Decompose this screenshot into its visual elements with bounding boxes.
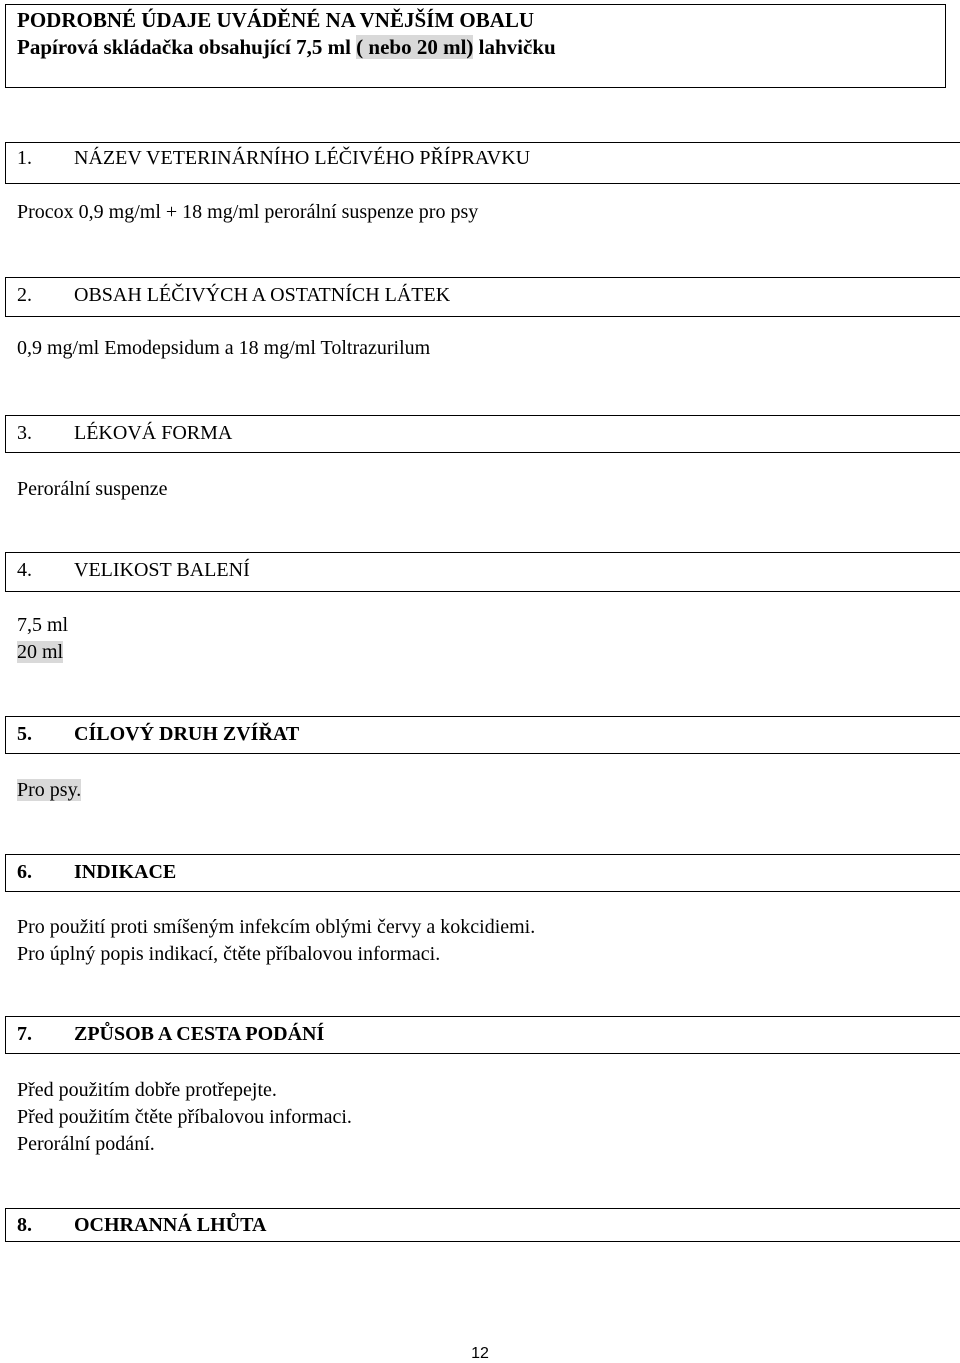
section-3-title: LÉKOVÁ FORMA [74, 422, 233, 444]
header-subtitle-post: lahvičku [473, 35, 556, 59]
section-3-line-1: Perorální suspenze [17, 478, 168, 500]
section-7-title: ZPŮSOB A CESTA PODÁNÍ [74, 1023, 325, 1045]
section-6-line-1: Pro použití proti smíšeným infekcím oblými červy a kokcidiemi. [17, 916, 536, 938]
section-5-title: CÍLOVÝ DRUH ZVÍŘAT [74, 723, 300, 745]
section-6-title: INDIKACE [74, 861, 177, 883]
section-4-title: VELIKOST BALENÍ [74, 559, 250, 581]
section-2-title: OBSAH LÉČIVÝCH A OSTATNÍCH LÁTEK [74, 284, 451, 306]
section-5-line-1 [17, 777, 81, 804]
section-7-line-1: Před použitím dobře protřepejte. [17, 1079, 277, 1101]
section-8-title: OCHRANNÁ LHŮTA [74, 1214, 267, 1236]
header-subtitle-highlight: ( nebo 20 ml) [356, 35, 474, 59]
section-4-line-2-highlight: 20 ml [17, 641, 64, 663]
section-1-title: NÁZEV VETERINÁRNÍHO LÉČIVÉHO PŘÍPRAVKU [74, 147, 531, 169]
page-number: 12 [471, 1345, 489, 1362]
section-1-number: 1. [17, 147, 32, 169]
section-8-number: 8. [17, 1214, 32, 1236]
section-6-line-2: Pro úplný popis indikací, čtěte příbalovou informaci. [17, 943, 441, 965]
section-7-line-3: Perorální podání. [17, 1133, 155, 1155]
section-7-number: 7. [17, 1023, 32, 1045]
section-2-line-1: 0,9 mg/ml Emodepsidum a 18 mg/ml Toltrazurilum [17, 337, 431, 359]
section-2-number: 2. [17, 284, 32, 306]
header-subtitle-pre: Papírová skládačka obsahující 7,5 ml [17, 35, 357, 59]
section-6-number: 6. [17, 861, 32, 883]
section-4-number: 4. [17, 559, 32, 581]
section-1-line-1: Procox 0,9 mg/ml + 18 mg/ml perorální suspenze pro psy [17, 201, 479, 223]
section-4-line-2 [17, 639, 63, 666]
section-7-line-2: Před použitím čtěte příbalovou informaci. [17, 1106, 352, 1128]
section-4-line-1: 7,5 ml [17, 614, 69, 636]
section-5-number: 5. [17, 723, 32, 745]
section-3-number: 3. [17, 422, 32, 444]
header-title: PODROBNÉ ÚDAJE UVÁDĚNÉ NA VNĚJŠÍM OBALU [17, 8, 535, 32]
section-5-line-1-highlight: Pro psy. [17, 779, 82, 801]
header-subtitle [17, 34, 556, 60]
